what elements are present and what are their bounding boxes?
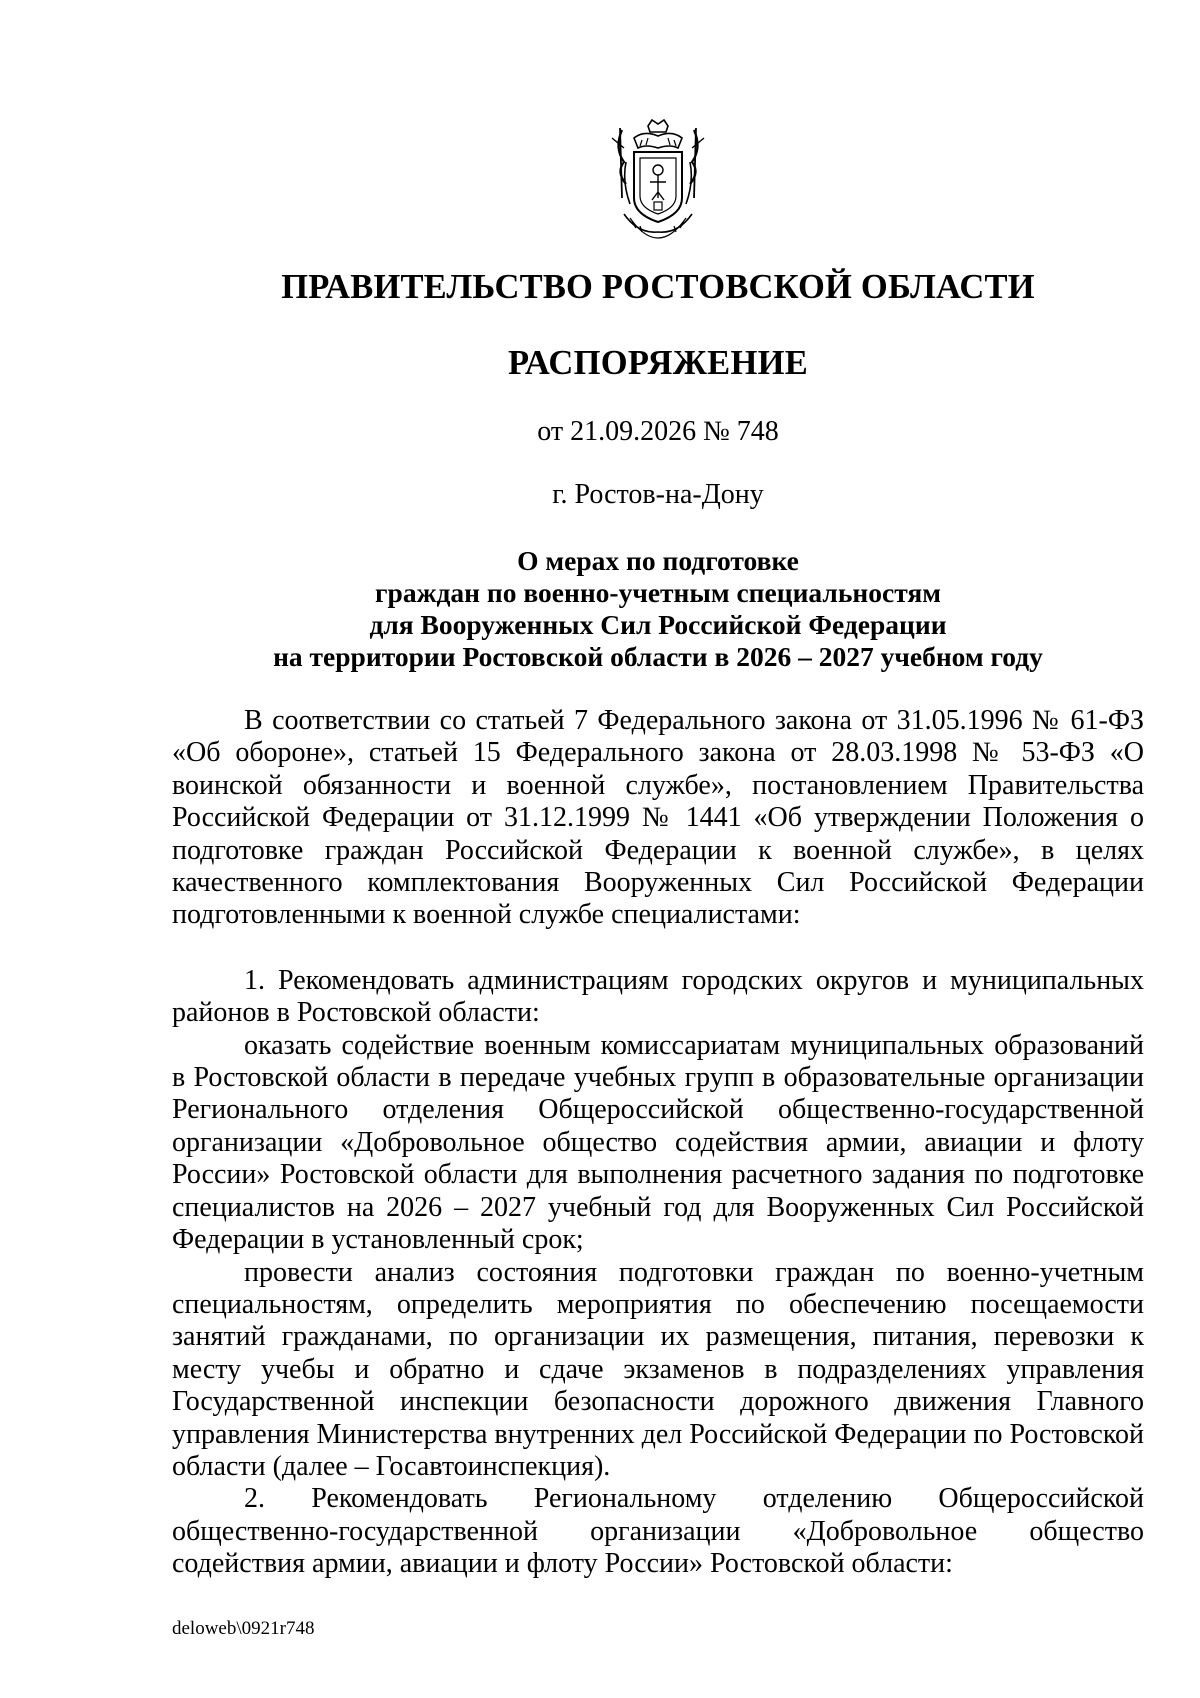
item-2-paragraph: 2. Рекомендовать Региональному отделению Общероссийской общественно-государственной организации «Добровольное общество содействия армии, авиации и флоту России» Ростовской области: — [172, 1483, 1144, 1580]
paragraph-gap — [172, 932, 1144, 965]
subject-line: граждан по военно-учетным специальностям — [375, 577, 941, 608]
document-subject — [0, 545, 1200, 673]
footer-document-code: deloweb\0921r748 — [172, 1618, 315, 1639]
document-date-number: от 21.09.2026 № 748 — [537, 416, 779, 447]
subject-line: О мерах по подготовке — [517, 545, 799, 576]
document-type: РАСПОРЯЖЕНИЕ — [507, 344, 809, 382]
item-1-paragraph: 1. Рекомендовать администрациям городских округов и муниципальных районов в Ростовской области: — [172, 964, 1144, 1029]
item-1-subitem-2: провести анализ состояния подготовки граждан по военно-учетным специальностям, определить мероприятия по обеспечению посещаемости занятий гражданами, по организации их размещения, питания, перевозки к месту учебы и обратно и сдаче экзаменов в подразделениях управления Государственной инспекции безопасности дорожного движения Главного управления Министерства внутренних дел Российской Федерации по Ростовской области (далее – Госавтоинспекция). — [172, 1256, 1144, 1482]
document-body — [172, 705, 1144, 1581]
coat-of-arms-emblem — [604, 118, 712, 240]
subject-line: на территории Ростовской области в 2026 – 2027 учебном году — [273, 641, 1043, 672]
document-city: г. Ростов-на-Дону — [552, 479, 764, 510]
item-1-subitem-1: оказать содействие военным комиссариатам муниципальных образований в Ростовской области в передаче учебных групп в образовательные организации Регионального отделения Общероссийской общественно-государственной организации «Добровольное общество содействия армии, авиации и флоту России» Ростовской области для выполнения расчетного задания по подготовке специалистов на 2026 – 2027 учебный год для Вооруженных Сил Российской Федерации в установленный срок; — [172, 1029, 1144, 1256]
coat-of-arms-icon — [604, 118, 712, 240]
organization-title: ПРАВИТЕЛЬСТВО РОСТОВСКОЙ ОБЛАСТИ — [281, 268, 1035, 306]
preamble-paragraph: В соответствии со статьей 7 Федерального закона от 31.05.1996 № 61-ФЗ «Об обороне», статьей 15 Федерального закона от 28.03.1998 № 53-ФЗ «О воинской обязанности и военной службе», постановлением Правительства Российской Федерации от 31.12.1999 № 1441 «Об утверждении Положения о подготовке граждан Российской Федерации к военной службе», в целях качественного комплектования Вооруженных Сил Российской Федерации подготовленными к военной службе специалистами: — [172, 705, 1144, 931]
subject-line: для Вооруженных Сил Российской Федерации — [369, 609, 947, 640]
